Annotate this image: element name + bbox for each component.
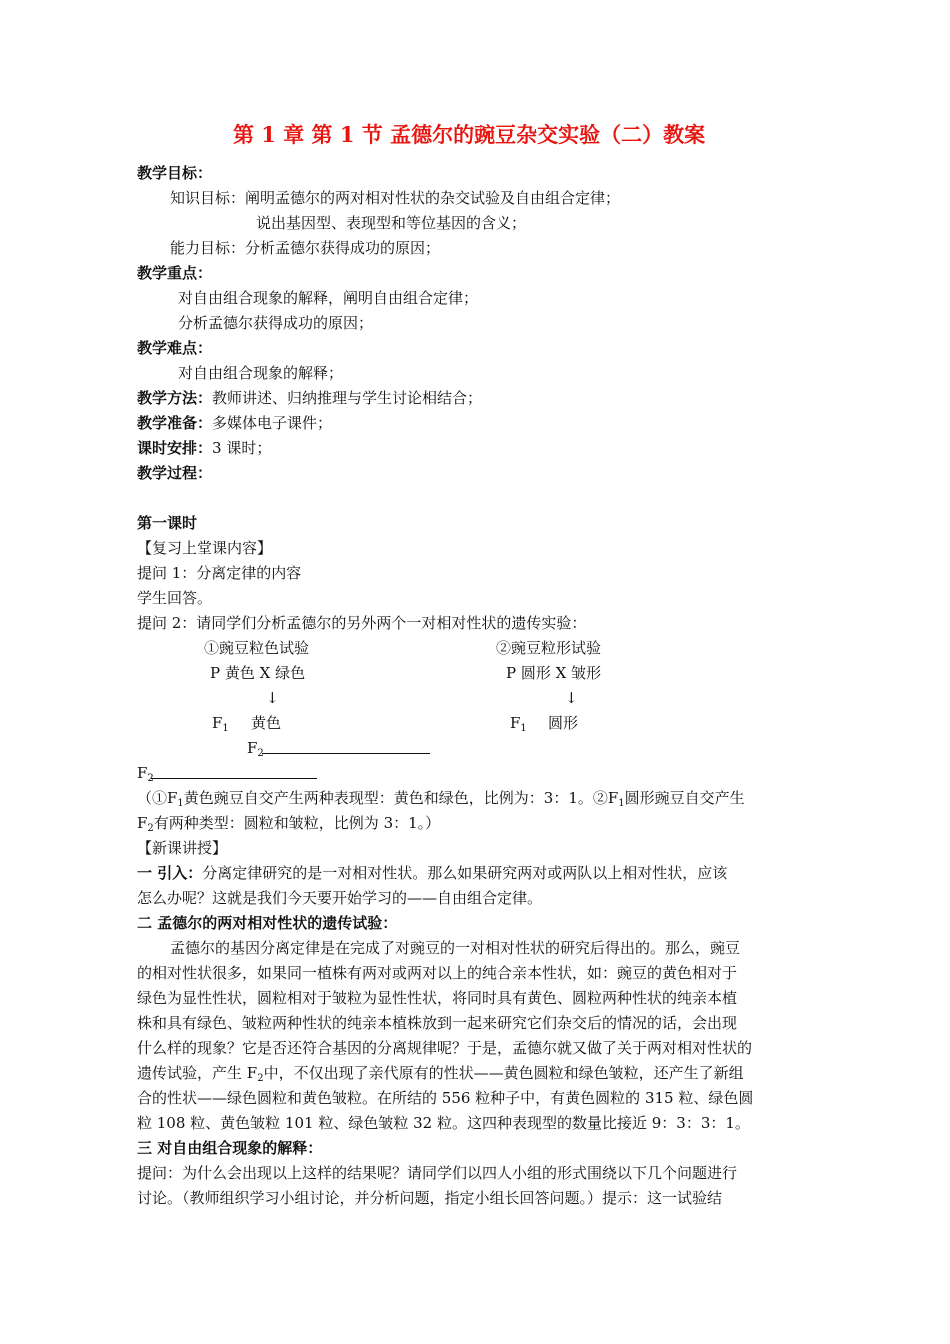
page-title: 第 1 章 第 1 节 孟德尔的豌豆杂交实验（二）教案 <box>233 122 706 147</box>
exp1-title: ①豌豆粒色试验 <box>204 639 310 657</box>
exp1-f2-label: $F_2$ <box>247 739 264 759</box>
exp2-arrow: ↓ <box>565 689 578 707</box>
goal-knowledge-2: 说出基因型、表现型和等位基因的含义； <box>256 214 527 232</box>
schedule-line <box>137 437 271 459</box>
section-1-label: 一 引入： <box>137 864 203 882</box>
focus-item-2: 分析孟德尔获得成功的原因； <box>178 314 374 332</box>
section-1-line-1: 一 引入：分离定律研究的是一对相对性状。那么如果研究两对或两队以上相对性状，应该 <box>137 864 728 882</box>
review-heading: 【复习上堂课内容】 <box>137 539 273 557</box>
method-label: 教学方法： <box>137 389 213 407</box>
process-label: 教学过程： <box>137 464 213 482</box>
section-2-para-line-6: 遗传试验，产生 $F_2$中，不仅出现了亲代原有的性状——黄色圆粒和绿色皱粒，还产生了新组 <box>137 1064 744 1084</box>
difficulty-label: 教学难点： <box>137 339 213 357</box>
exp1-f1-value: 黄色 <box>251 714 282 732</box>
answer-line-1: （$①F_1$黄色豌豆自交产生两种表现型：黄色和绿色，比例为：3：1。$②F_1$圆形豌豆自交产生 <box>137 789 745 809</box>
goal-knowledge-1: 知识目标：阐明孟德尔的两对相对性状的杂交试验及自由组合定律； <box>170 189 621 207</box>
exp2-f1-label: $F_1$ <box>510 714 527 734</box>
prep-value: 多媒体电子课件； <box>212 414 333 432</box>
exp1-parents: P 黄色 X 绿色 <box>210 664 306 682</box>
question-1-answer: 学生回答。 <box>137 589 213 607</box>
section-2-para-line-3: 绿色为显性性状，圆粒相对于皱粒为显性性状，将同时具有黄色、圆粒两种性状的纯亲本植 <box>137 989 738 1007</box>
focus-label: 教学重点： <box>137 264 213 282</box>
answer-line-2: $F_2$有两种类型：圆粒和皱粒，比例为 3：1。） <box>137 814 441 834</box>
section-2-para-line-5: 什么样的现象？它是否还符合基因的分离规律呢？于是，孟德尔就又做了关于两对相对性状的 <box>137 1039 753 1057</box>
section-3-label: 三 对自由组合现象的解释： <box>137 1139 323 1157</box>
exp2-parents: P 圆形 X 皱形 <box>506 664 602 682</box>
section-2-para-line-7: 合的性状——绿色圆粒和黄色皱粒。在所结的 556 粒种子中，有黄色圆粒的 315 粒、绿色圆 <box>137 1089 754 1107</box>
goal-ability: 能力目标：分析孟德尔获得成功的原因； <box>170 239 441 257</box>
exp2-f2-blank <box>151 778 317 779</box>
section-2-para-line-8: 粒 108 粒、黄色皱粒 101 粒、绿色皱粒 32 粒。这四种表现型的数量比接近 9：3：3：1。 <box>137 1114 750 1132</box>
exp1-arrow: ↓ <box>266 689 279 707</box>
goals-label: 教学目标： <box>137 164 213 182</box>
question-2: 提问 2：请同学们分析孟德尔的另外两个一对相对性状的遗传实验： <box>137 614 587 632</box>
section-2-label: 二 孟德尔的两对相对性状的遗传试验： <box>137 914 398 932</box>
exp2-title: ②豌豆粒形试验 <box>496 639 602 657</box>
difficulty-item-1: 对自由组合现象的解释； <box>178 364 344 382</box>
exp1-f1-label: $F_1$ <box>212 714 229 734</box>
section-2-para-line-4: 株和具有绿色、皱粒两种性状的纯亲本植株放到一起来研究它们杂交后的情况的话，会出现 <box>137 1014 738 1032</box>
method-value: 教师讲述、归纳推理与学生讨论相结合； <box>212 389 483 407</box>
section-1-line-2: 怎么办呢？这就是我们今天要开始学习的——自由组合定律。 <box>137 889 543 907</box>
section-2-para-line-1: 孟德尔的基因分离定律是在完成了对豌豆的一对相对性状的研究后得出的。那么，豌豆 <box>170 939 741 957</box>
focus-item-1: 对自由组合现象的解释，阐明自由组合定律； <box>178 289 479 307</box>
exp1-f2-blank <box>262 753 430 754</box>
exp2-f1-value: 圆形 <box>548 714 579 732</box>
prep-line <box>137 412 332 434</box>
schedule-value: 3 课时； <box>212 439 272 457</box>
question-1: 提问 1：分离定律的内容 <box>137 564 302 582</box>
section-3-para-line-2: 讨论。（教师组织学习小组讨论，并分析问题，指定小组长回答问题。）提示：这一试验结 <box>137 1189 723 1207</box>
lesson-heading: 第一课时 <box>137 514 198 532</box>
newlesson-heading: 【新课讲授】 <box>137 839 228 857</box>
prep-label: 教学准备： <box>137 414 213 432</box>
section-2-para-line-2: 的相对性状很多，如果同一植株有两对或两对以上的纯合亲本性状，如：豌豆的黄色相对于 <box>137 964 738 982</box>
section-3-para-line-1: 提问：为什么会出现以上这样的结果呢？请同学们以四人小组的形式围绕以下几个问题进行 <box>137 1164 738 1182</box>
exp2-f2-label: $F_2$ <box>137 764 154 784</box>
method-line <box>137 387 482 409</box>
schedule-label: 课时安排： <box>137 439 213 457</box>
